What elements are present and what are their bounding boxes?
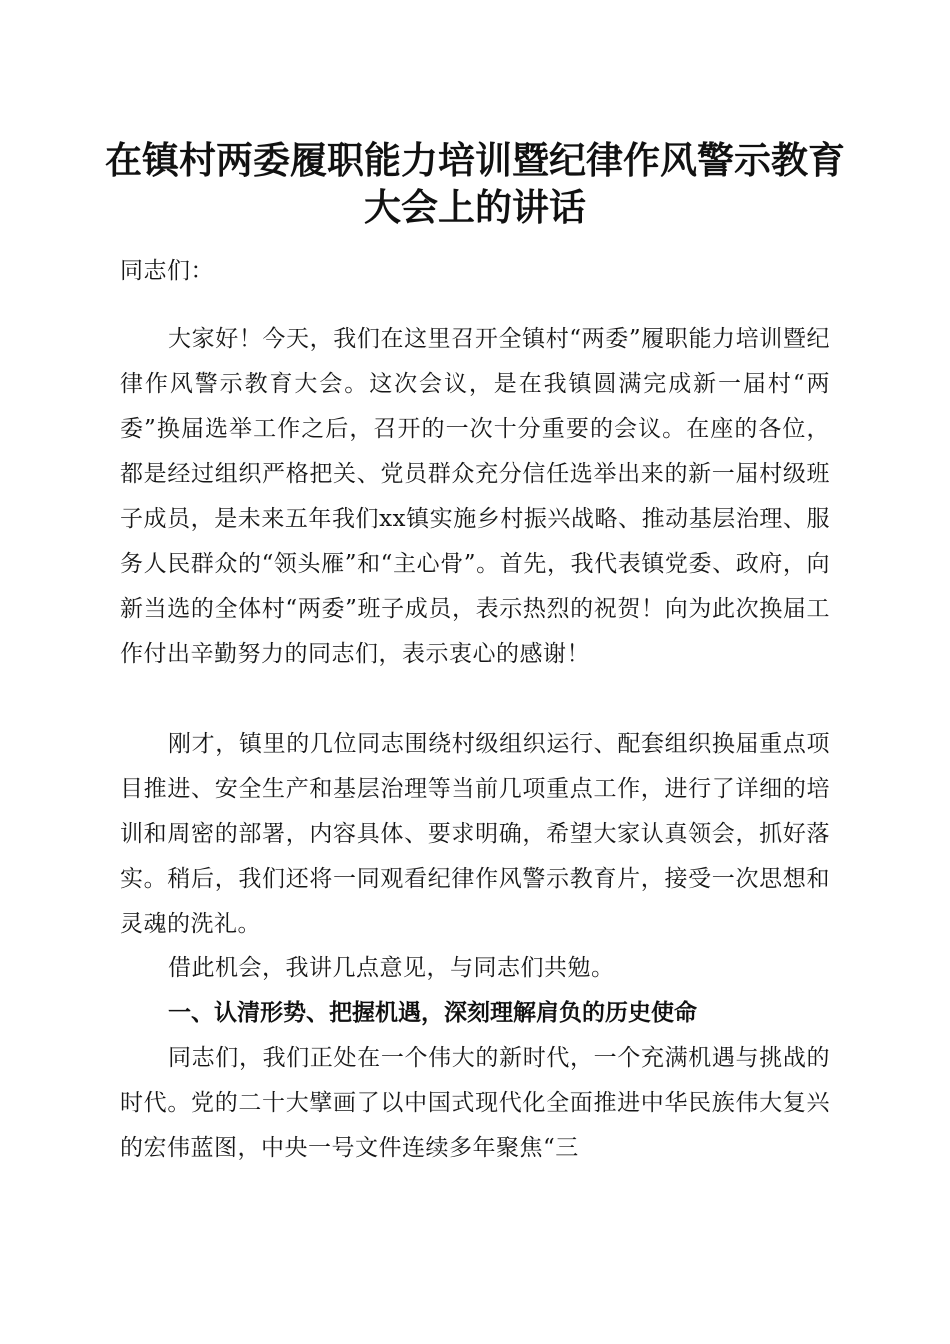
paragraph-section-1: 同志们，我们正处在一个伟大的新时代，一个充满机遇与挑战的时代。党的二十大擘画了以中国式现代化全面推进中华民族伟大复兴的宏伟蓝图，中央一号文件连续多年聚焦“三 [120,1045,830,1161]
paragraph-training-review: 刚才，镇里的几位同志围绕村级组织运行、配套组织换届重点项目推进、安全生产和基层治理等当前几项重点工作，进行了详细的培训和周密的部署，内容具体、要求明确，希望大家认真领会，抓好落实。稍后，我们还将一同观看纪律作风警示教育片，接受一次思想和灵魂的洗礼。 [120,731,830,937]
document-title-line-1: 在镇村两委履职能力培训暨纪律作风警示教育 [105,138,845,182]
paragraph-opening: 大家好！今天，我们在这里召开全镇村“两委”履职能力培训暨纪律作风警示教育大会。这次会议，是在我镇圆满完成新一届村“两委”换届选举工作之后，召开的一次十分重要的会议。在座的各位，都是经过组织严格把关、党员群众充分信任选举出来的新一届村级班子成员，是未来五年我们xx镇实施乡村振兴战略、推动基层治理、服务人民群众的“领头雁”和“主心骨”。首先，我代表镇党委、政府，向新当选的全体村“两委”班子成员，表示热烈的祝贺！向为此次换届工作付出辛勤努力的同志们，表示衷心的感谢！ [120,326,830,667]
section-heading-1: 一、认清形势、把握机遇，深刻理解肩负的历史使命 [168,1000,697,1026]
salutation: 同志们： [120,258,214,284]
paragraph-transition: 借此机会，我讲几点意见，与同志们共勉。 [168,955,615,981]
document-title-line-2: 大会上的讲话 [364,185,586,229]
